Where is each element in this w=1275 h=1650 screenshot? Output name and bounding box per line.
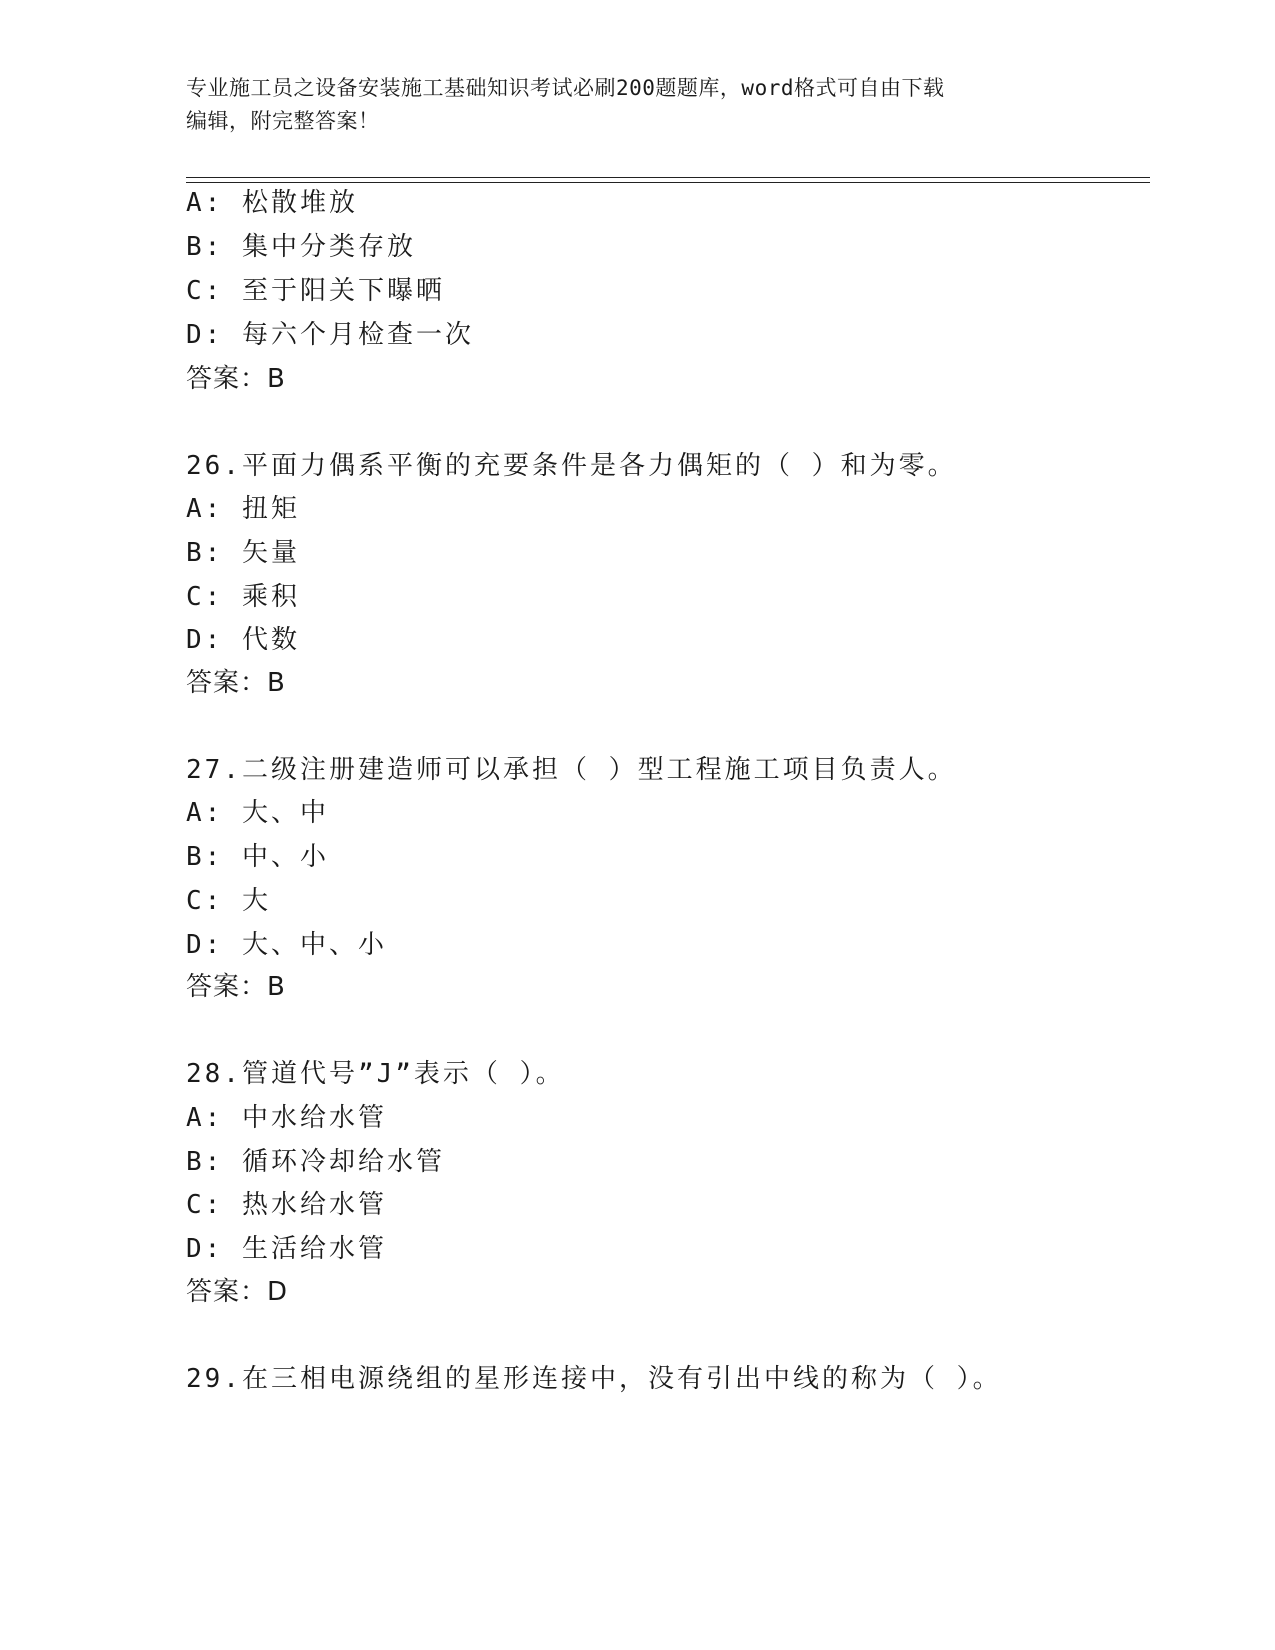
q25-option-c: C: 至于阳关下曝晒	[186, 276, 445, 306]
document-header	[186, 72, 1086, 138]
q25-option-d: D: 每六个月检查一次	[186, 320, 474, 350]
q26-option-c: C: 乘积	[186, 582, 300, 612]
q28-answer: 答案：D	[186, 1277, 289, 1307]
header-title-line-1: 专业施工员之设备安装施工基础知识考试必刷200题题库，word格式可自由下载	[186, 76, 945, 100]
header-divider-bottom	[186, 182, 1150, 183]
q28-question: 28.管道代号”J”表示（ ）。	[186, 1059, 565, 1089]
q28-option-a: A: 中水给水管	[186, 1103, 387, 1133]
q26-answer: 答案：B	[186, 668, 286, 698]
q25-option-a: A: 松散堆放	[186, 188, 358, 218]
q26-option-b: B: 矢量	[186, 538, 300, 568]
q27-question: 27.二级注册建造师可以承担（ ）型工程施工项目负责人。	[186, 755, 957, 785]
q25-answer: 答案：B	[186, 364, 286, 394]
q27-option-a: A: 大、中	[186, 798, 329, 828]
header-divider-top	[186, 177, 1150, 178]
q26-option-a: A: 扭矩	[186, 494, 300, 524]
q26-option-d: D: 代数	[186, 625, 300, 655]
q28-option-d: D: 生活给水管	[186, 1234, 387, 1264]
q27-option-d: D: 大、中、小	[186, 930, 387, 960]
q27-option-c: C: 大	[186, 886, 271, 916]
q27-answer: 答案：B	[186, 972, 286, 1002]
q27-option-b: B: 中、小	[186, 842, 329, 872]
header-title-line-2: 编辑，附完整答案！	[186, 109, 380, 133]
q28-option-b: B: 循环冷却给水管	[186, 1147, 445, 1177]
q25-option-b: B: 集中分类存放	[186, 232, 416, 262]
q26-question: 26.平面力偶系平衡的充要条件是各力偶矩的（ ）和为零。	[186, 451, 957, 481]
q29-question: 29.在三相电源绕组的星形连接中，没有引出中线的称为（ ）。	[186, 1364, 1002, 1394]
q28-option-c: C: 热水给水管	[186, 1190, 387, 1220]
